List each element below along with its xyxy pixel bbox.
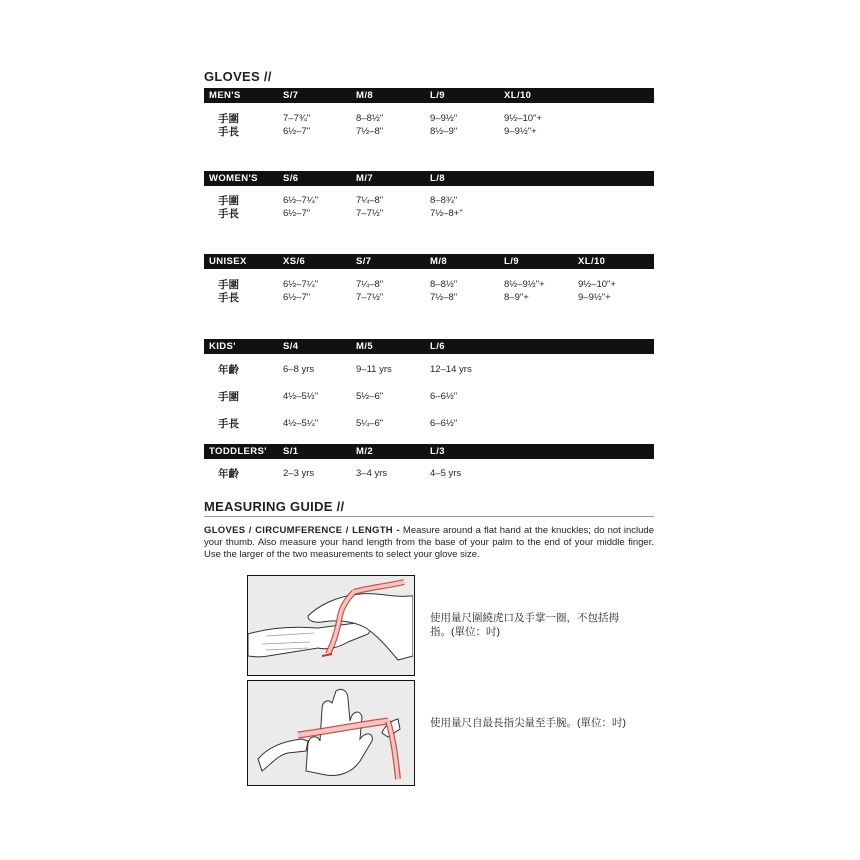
header-cell: L/9	[504, 256, 519, 267]
table-cell: 7½–8"	[356, 126, 384, 137]
table-cell: 6½–7¼"	[283, 279, 319, 290]
table-cell: 7½–8"	[430, 292, 458, 303]
table-cell: 6–6½"	[430, 391, 458, 402]
table-cell: 9–11 yrs	[356, 364, 392, 375]
table-cell: 8–9"+	[504, 292, 529, 303]
header-cell: XL/10	[504, 90, 532, 101]
header-cell: MEN'S	[209, 90, 241, 101]
table-cell: 6–6½"	[430, 418, 458, 429]
table-cell: 9–9½"+	[578, 292, 611, 303]
table-cell: 8–8½"	[430, 279, 458, 290]
row-label: 年齡	[218, 364, 239, 376]
guide-lead: GLOVES / CIRCUMFERENCE / LENGTH -	[204, 525, 400, 536]
table-cell: 12–14 yrs	[430, 364, 472, 375]
header-cell: L/8	[430, 173, 445, 184]
header-cell: XS/6	[283, 256, 306, 267]
table-cell: 7¼–8"	[356, 195, 384, 206]
header-cell: L/3	[430, 446, 445, 457]
table-cell: 2–3 yrs	[283, 468, 315, 479]
table-cell: 8½–9"	[430, 126, 458, 137]
guide-body: Measure around a flat hand at the knuckles; do not include your thumb. Also measure your hand length from the base of your palm to the end of your middle finger. Use the larger of the two measurements to select your glove size.	[204, 525, 655, 560]
row-label: 手圍	[218, 279, 239, 291]
row-label: 手長	[218, 126, 239, 138]
table-cell: 5½–6"	[356, 391, 384, 402]
header-cell: KIDS'	[209, 341, 236, 352]
table-cell: 9–9½"+	[504, 126, 537, 137]
page-title: GLOVES //	[204, 69, 272, 84]
row-label: 手長	[218, 418, 239, 430]
header-cell: L/9	[430, 90, 445, 101]
header-cell: M/2	[356, 446, 374, 457]
table-cell: 7–7½"	[356, 208, 384, 219]
table-cell: 9½–10"+	[504, 113, 542, 124]
row-label: 年齡	[218, 468, 239, 480]
header-cell: S/1	[283, 446, 299, 457]
mens-header-bar	[204, 88, 654, 103]
table-cell: 7½–8+"	[430, 208, 463, 219]
table-cell: 4–5 yrs	[430, 468, 462, 479]
table-cell: 9–9½"	[430, 113, 458, 124]
toddlers-header-bar	[204, 444, 654, 459]
table-cell: 9½–10"+	[578, 279, 616, 290]
header-cell: S/6	[283, 173, 299, 184]
header-cell: UNISEX	[209, 256, 247, 267]
table-cell: 7¼–8"	[356, 279, 384, 290]
measuring-guide-title: MEASURING GUIDE //	[204, 499, 654, 517]
header-cell: M/7	[356, 173, 374, 184]
header-cell: M/8	[356, 90, 374, 101]
table-cell: 6½–7"	[283, 292, 311, 303]
circumference-caption: 使用量尺圍繞虎口及手掌一圈，不包括拇指。(單位：吋)	[430, 612, 619, 638]
header-cell: S/7	[356, 256, 372, 267]
table-cell: 8–8½"	[356, 113, 384, 124]
table-cell: 6–8 yrs	[283, 364, 315, 375]
row-label: 手圍	[218, 391, 239, 403]
length-illustration	[247, 680, 415, 786]
measuring-guide-text	[204, 525, 654, 561]
unisex-header-bar	[204, 254, 654, 269]
header-cell: M/8	[430, 256, 448, 267]
header-cell: S/7	[283, 90, 299, 101]
size-chart-page	[204, 68, 655, 729]
table-cell: 3–4 yrs	[356, 468, 388, 479]
header-cell: XL/10	[578, 256, 606, 267]
table-cell: 4½–5½"	[283, 391, 319, 402]
hand-circumference-icon	[248, 576, 413, 674]
row-label: 手圍	[218, 113, 239, 125]
table-cell: 5¼–6"	[356, 418, 384, 429]
header-cell: WOMEN'S	[209, 173, 258, 184]
table-cell: 4½–5¼"	[283, 418, 319, 429]
table-cell: 8–8¾"	[430, 195, 458, 206]
header-cell: S/4	[283, 341, 299, 352]
row-label: 手長	[218, 292, 239, 304]
table-cell: 7–7½"	[356, 292, 384, 303]
table-cell: 6½–7"	[283, 208, 311, 219]
table-cell: 7–7¾"	[283, 113, 311, 124]
table-cell: 6½–7"	[283, 126, 311, 137]
table-cell: 8½–9½"+	[504, 279, 545, 290]
row-label: 手長	[218, 208, 239, 220]
womens-header-bar	[204, 171, 654, 186]
header-cell: L/6	[430, 341, 445, 352]
header-cell: M/5	[356, 341, 374, 352]
table-cell: 6½–7¼"	[283, 195, 319, 206]
circumference-illustration	[247, 575, 415, 676]
row-label: 手圍	[218, 195, 239, 207]
header-cell: TODDLERS'	[209, 446, 267, 457]
length-caption: 使用量尺自最長指尖量至手腕。(單位：吋)	[430, 717, 626, 729]
hand-length-icon	[248, 681, 413, 784]
kids-header-bar	[204, 339, 654, 354]
